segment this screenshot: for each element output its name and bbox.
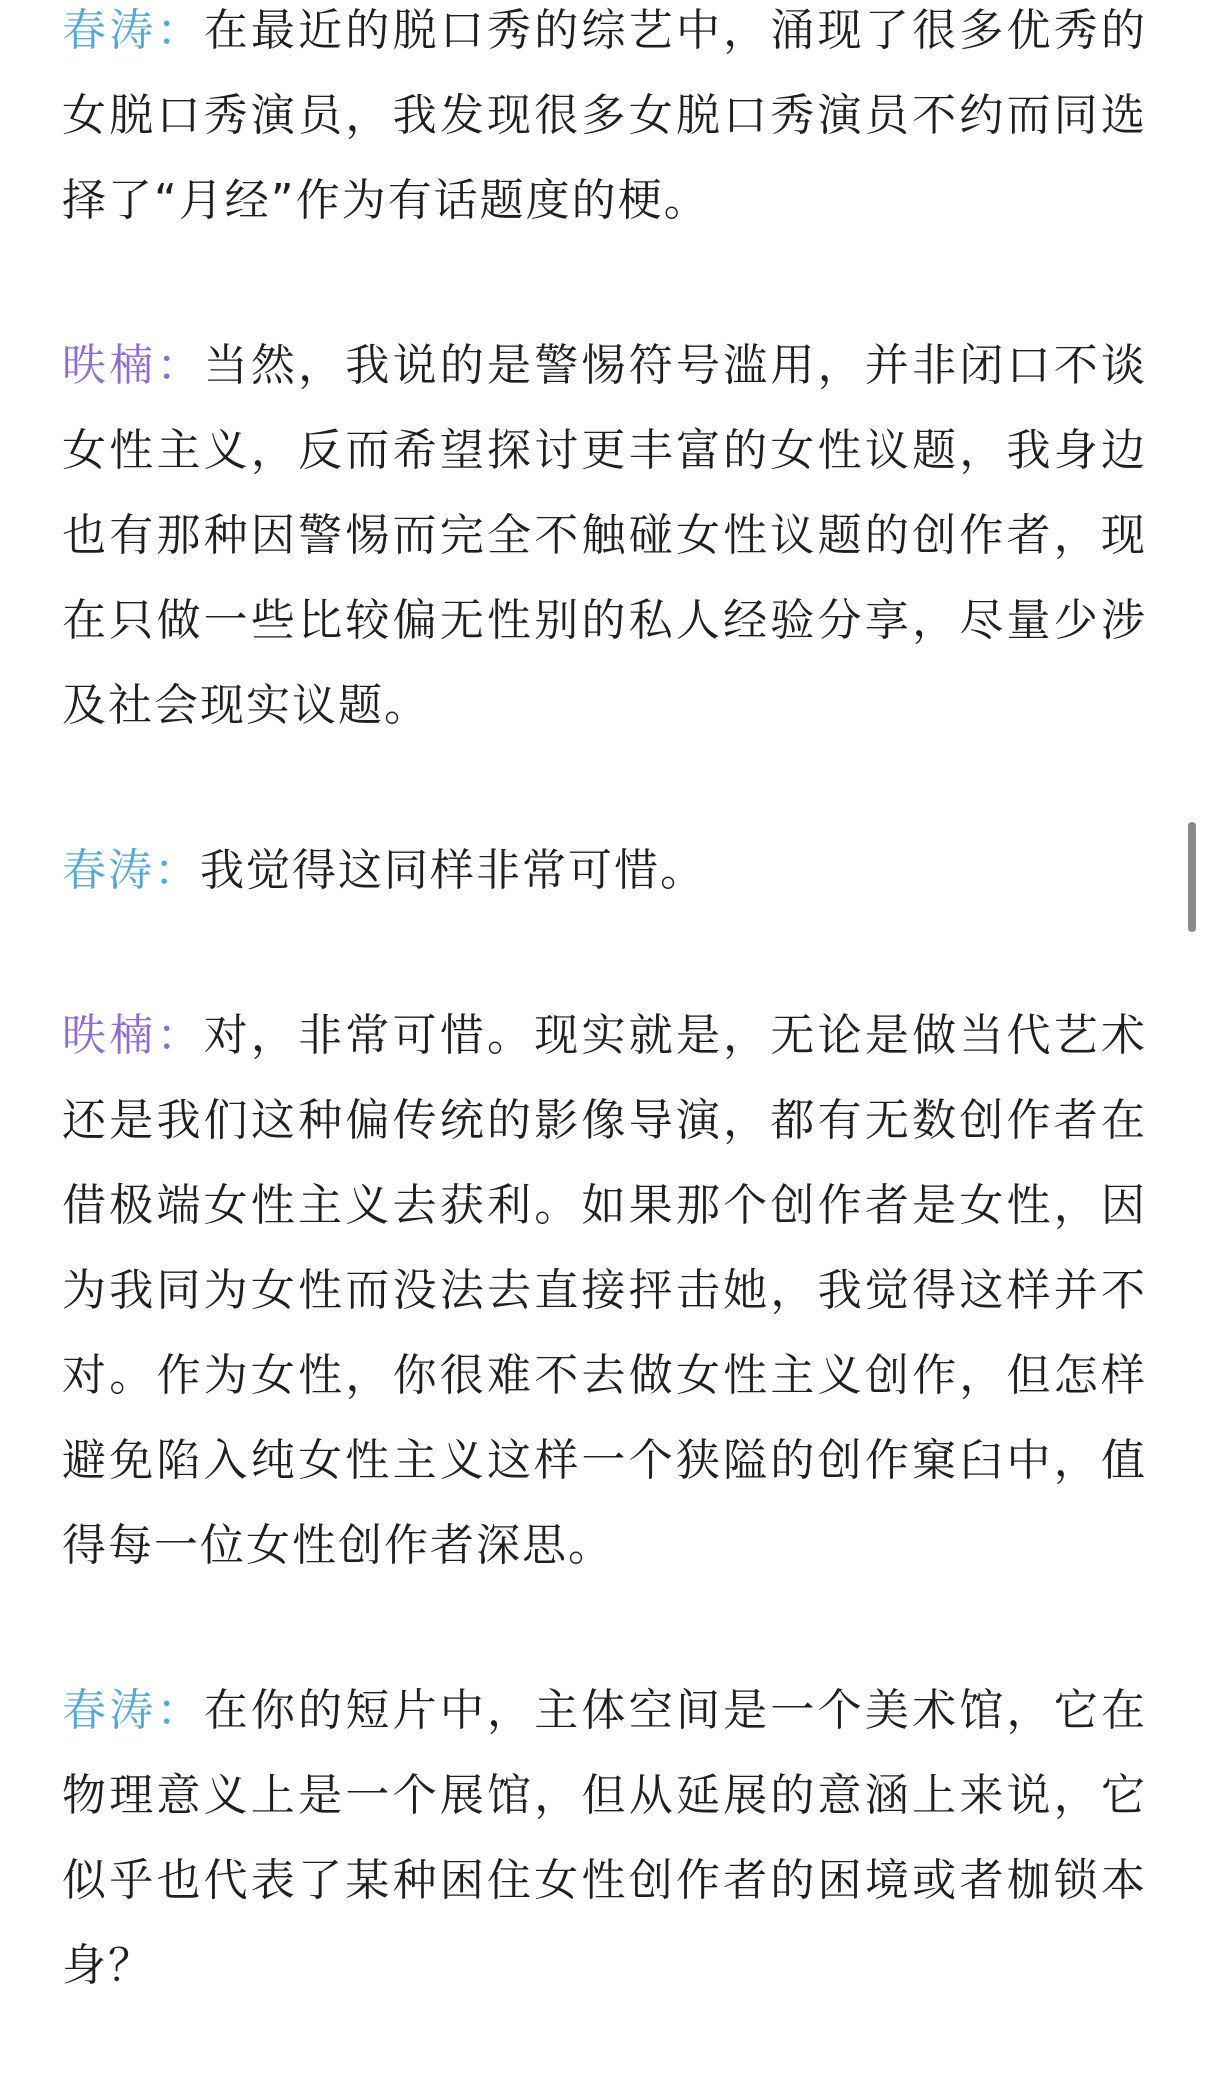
dialogue-text: 当然，我说的是警惕符号滥用，并非闭口不谈女性主义，反而希望探讨更丰富的女性议题，我身边也有那种因警惕而完全不触碰女性议题的创作者，现在只做一些比较偏无性别的私人经验分享，尽量少涉及社会现实议题。 [62,340,1148,731]
speaker-label-chuntao: 春涛： [62,1685,204,1736]
scrollbar-thumb[interactable] [1188,822,1196,932]
dialogue-paragraph [62,828,1147,913]
dialogue-text: 我觉得这同样非常可惜。 [200,845,706,896]
dialogue-paragraph [62,0,1147,243]
dialogue-paragraph [62,1668,1147,2008]
speaker-label-yingnan: 昳楠： [62,1010,204,1061]
speaker-label-chuntao: 春涛： [62,5,204,56]
speaker-label-chuntao: 春涛： [62,845,200,896]
dialogue-paragraph [62,993,1147,1588]
dialogue-paragraph [62,323,1147,748]
article-body [62,0,1147,2088]
speaker-label-yingnan: 昳楠： [62,340,204,391]
dialogue-text: 在最近的脱口秀的综艺中，涌现了很多优秀的女脱口秀演员，我发现很多女脱口秀演员不约而同选择了“月经”作为有话题度的梗。 [62,5,1148,226]
dialogue-text: 在你的短片中，主体空间是一个美术馆，它在物理意义上是一个展馆，但从延展的意涵上来说，它似乎也代表了某种困住女性创作者的困境或者枷锁本身？ [62,1685,1148,1991]
dialogue-text: 对，非常可惜。现实就是，无论是做当代艺术还是我们这种偏传统的影像导演，都有无数创作者在借极端女性主义去获利。如果那个创作者是女性，因为我同为女性而没法去直接抨击她，我觉得这样并不对。作为女性，你很难不去做女性主义创作，但怎样避免陷入纯女性主义这样一个狭隘的创作窠臼中，值得每一位女性创作者深思。 [62,1010,1148,1571]
